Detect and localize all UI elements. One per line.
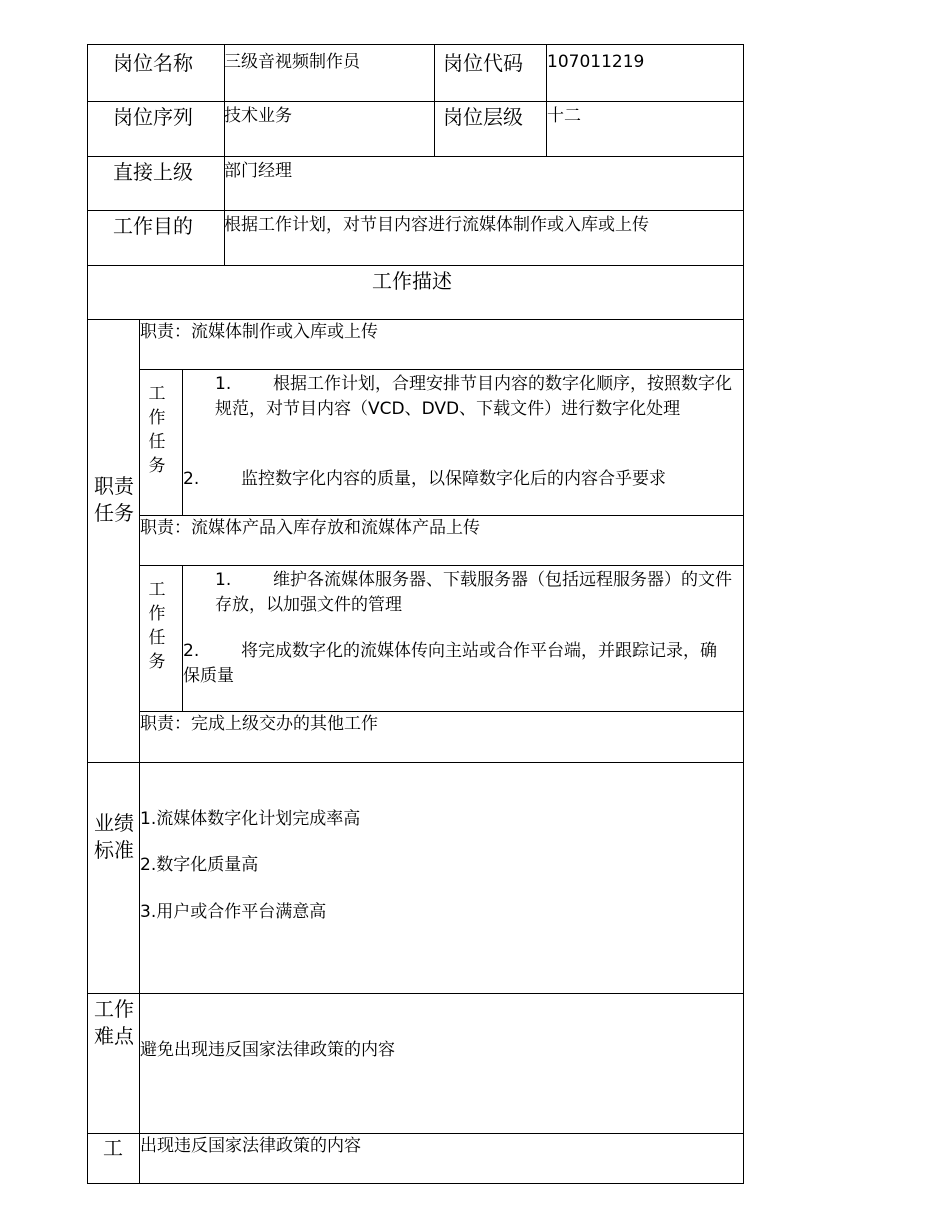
task-text: 根据工作计划，合理安排节目内容的数字化顺序，按照数字化规范，对节目内容（VCD、DVD、下载文件）进行数字化处理 — [215, 374, 732, 419]
task-number: 1. — [215, 570, 232, 590]
task-number: 1. — [215, 374, 232, 394]
performance-item-2: 2.数字化质量高 — [140, 855, 259, 875]
level-value: 十二 — [547, 106, 581, 126]
duty-2-title: 职责：流媒体产品入库存放和流媒体产品上传 — [140, 518, 480, 538]
purpose-value: 根据工作计划，对节目内容进行流媒体制作或入库或上传 — [224, 215, 649, 235]
task-text: 将完成数字化的流媒体传向主站或合作平台端，并跟踪记录，确保质量 — [183, 641, 717, 686]
position-name-label: 岗位名称 — [113, 51, 193, 75]
performance-item-3: 3.用户或合作平台满意高 — [140, 902, 327, 922]
sequence-value: 技术业务 — [224, 106, 292, 126]
superior-value-cell — [224, 156, 744, 211]
duties-label-cell — [87, 319, 140, 763]
task-number: 2. — [183, 641, 200, 661]
duty-1-task-2 — [183, 467, 733, 492]
duty-1-task-1 — [215, 372, 733, 422]
task-number: 2. — [183, 469, 200, 489]
last-row-label: 工 — [103, 1136, 123, 1160]
work-description-title: 工作描述 — [372, 269, 452, 293]
duties-label: 职责任务 — [94, 474, 134, 525]
performance-item-1: 1.流媒体数字化计划完成率高 — [140, 809, 361, 829]
duty-2-task-2 — [183, 639, 718, 689]
position-code-value: 107011219 — [547, 52, 645, 72]
duty-3-title: 职责：完成上级交办的其他工作 — [140, 714, 378, 734]
task-text: 维护各流媒体服务器、下载服务器（包括远程服务器）的文件存放，以加强文件的管理 — [215, 570, 732, 615]
purpose-label: 工作目的 — [113, 214, 193, 238]
difficulty-content-cell — [139, 993, 744, 1134]
duty-2-task-1 — [215, 568, 733, 618]
performance-label: 业绩标准 — [94, 811, 134, 862]
task-text: 监控数字化内容的质量，以保障数字化后的内容合乎要求 — [241, 469, 666, 489]
position-code-label: 岗位代码 — [443, 51, 523, 75]
position-name-value: 三级音视频制作员 — [224, 52, 360, 72]
duty-2-task-label: 工作任务 — [148, 580, 166, 672]
performance-label-cell — [87, 762, 140, 994]
last-row-text: 出现违反国家法律政策的内容 — [140, 1136, 361, 1156]
superior-label: 直接上级 — [113, 160, 193, 184]
performance-content-cell — [139, 762, 744, 994]
superior-value: 部门经理 — [224, 161, 292, 181]
difficulty-text: 避免出现违反国家法律政策的内容 — [140, 1040, 395, 1060]
level-label: 岗位层级 — [443, 105, 523, 129]
duty-1-title: 职责：流媒体制作或入库或上传 — [140, 322, 378, 342]
difficulty-label: 工作难点 — [94, 997, 134, 1048]
duty-1-task-label: 工作任务 — [148, 384, 166, 476]
sequence-label: 岗位序列 — [113, 105, 193, 129]
